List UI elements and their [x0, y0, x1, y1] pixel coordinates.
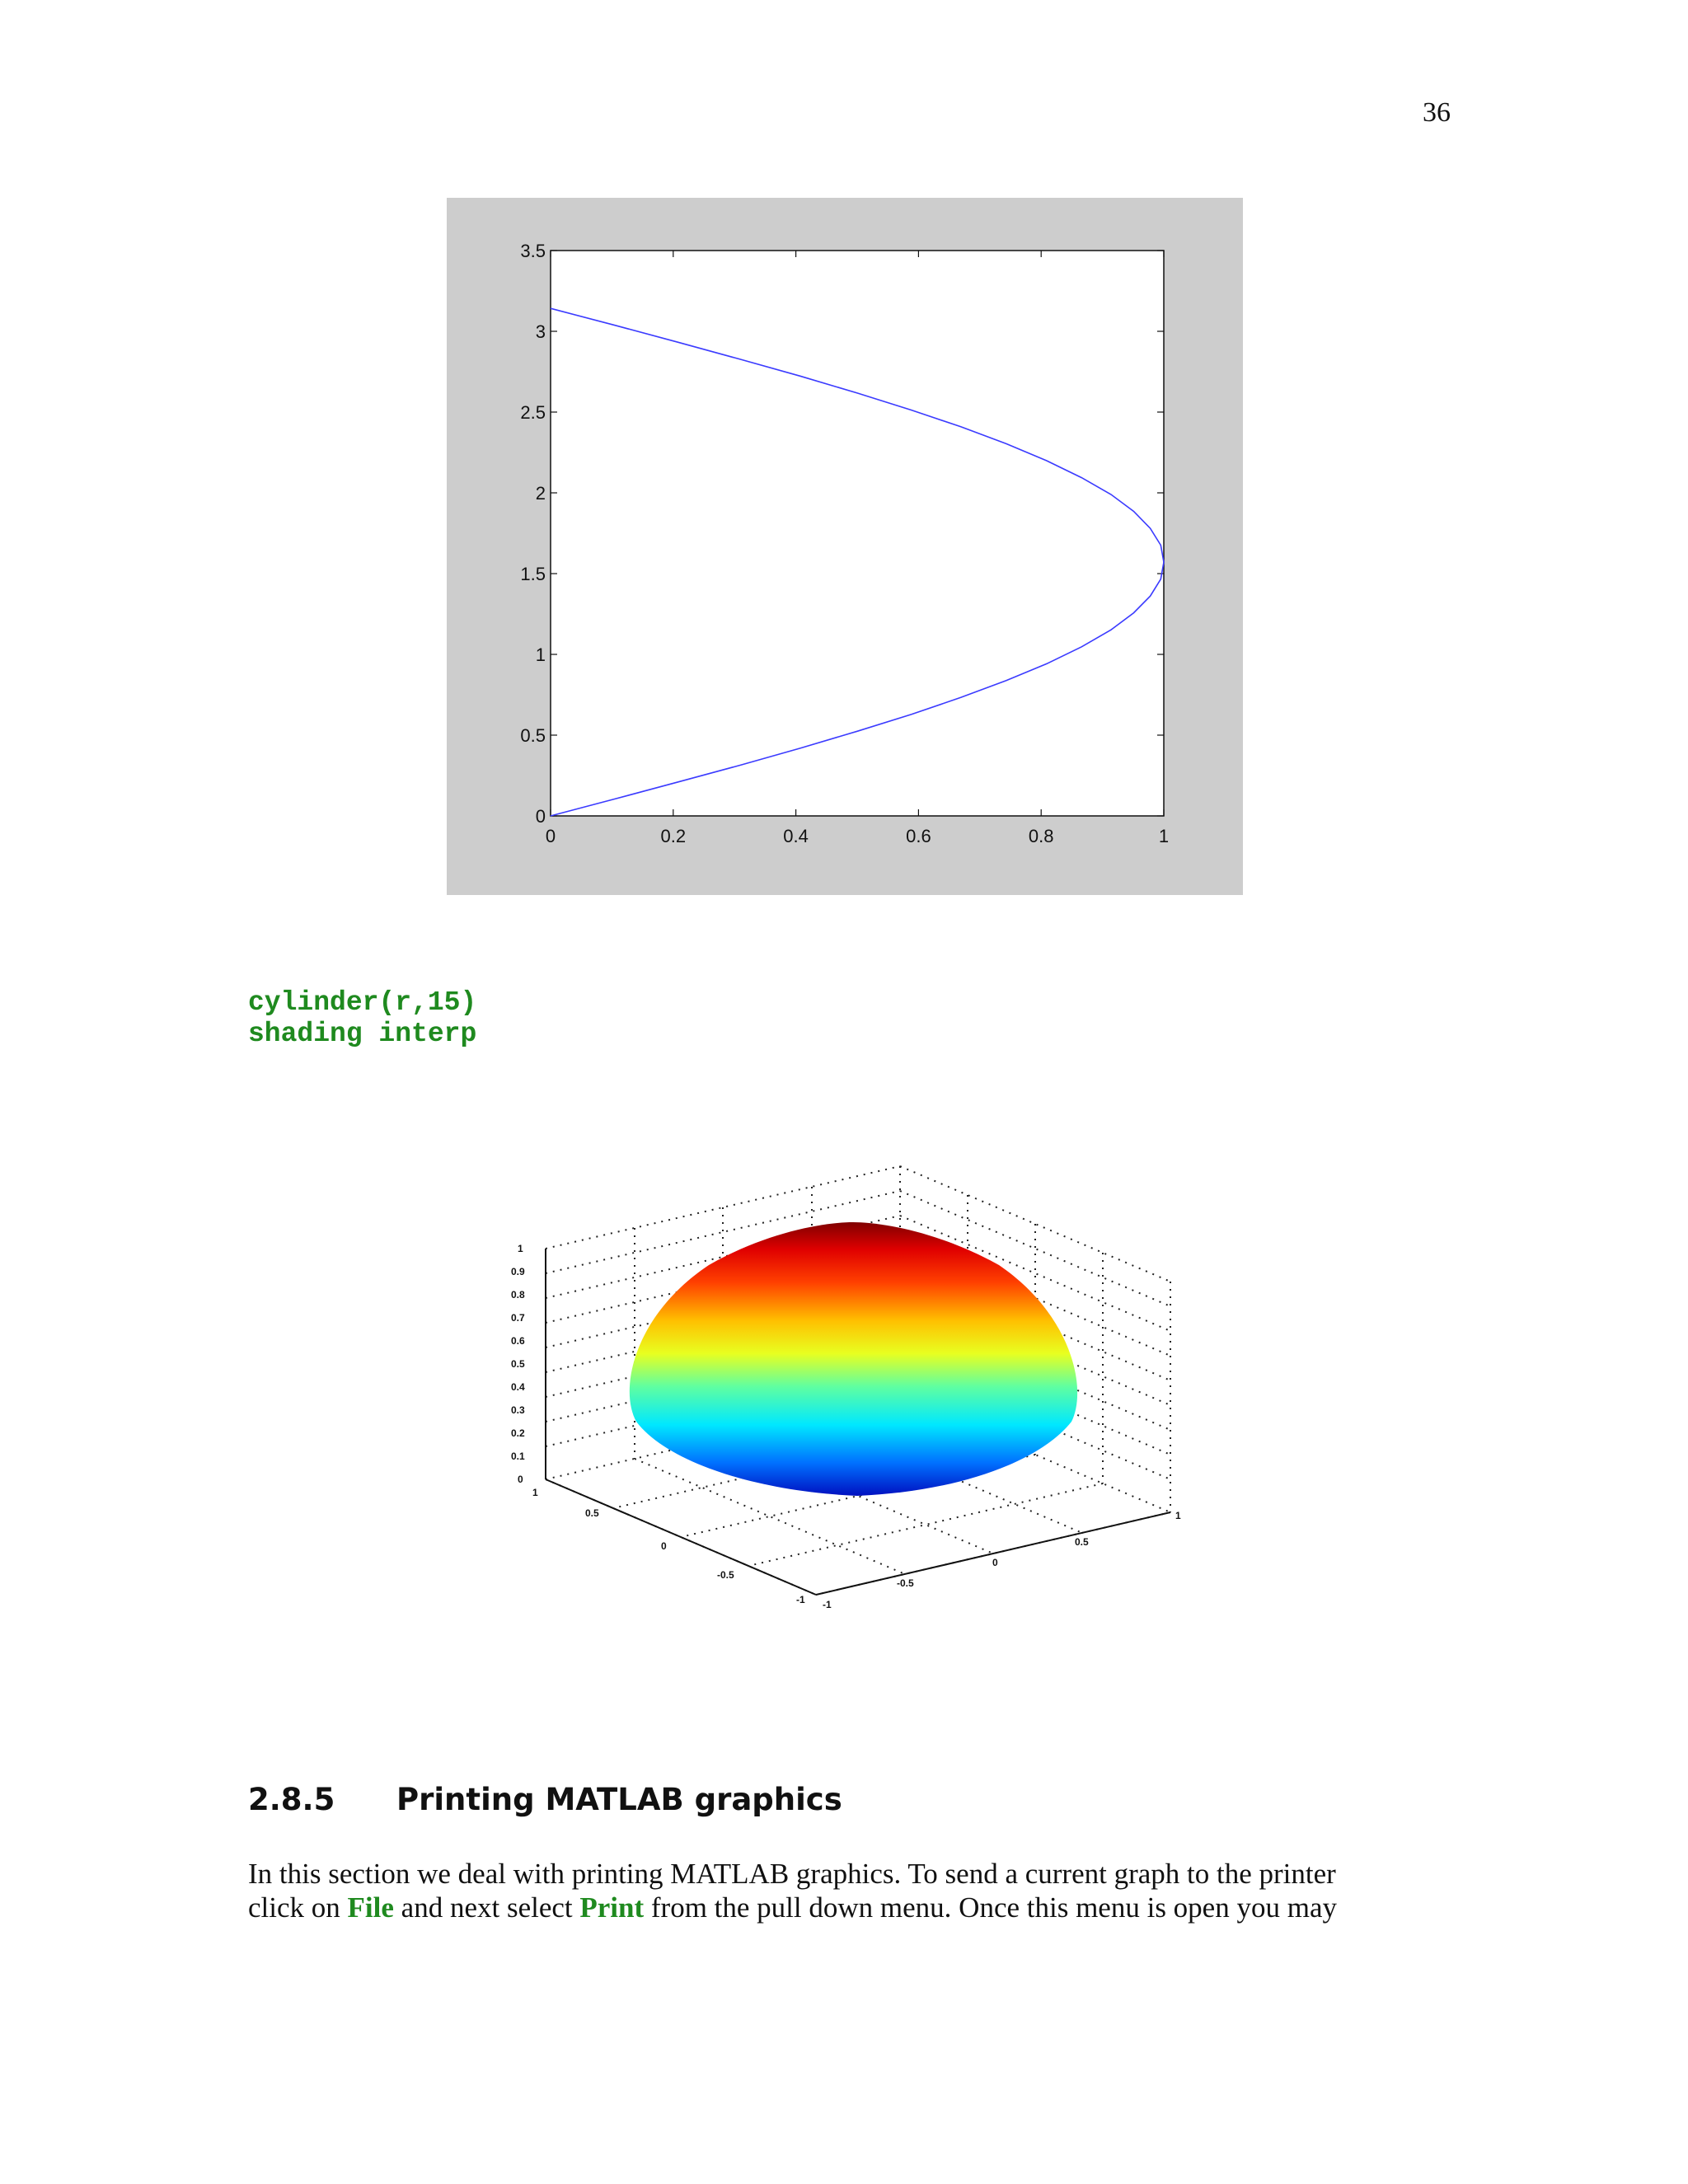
surface-plot-figure [495, 1150, 1203, 1677]
svg-text:0.3: 0.3 [511, 1404, 525, 1416]
svg-text:1: 1 [518, 1243, 523, 1254]
y-tick-label: 0 [535, 806, 546, 827]
code-block [248, 987, 476, 1050]
code-line-shading: shading interp [248, 1019, 477, 1049]
x-tick-labels [532, 1487, 805, 1605]
section-number: 2.8.5 [248, 1782, 335, 1817]
y-tick-label: 2 [535, 483, 546, 504]
svg-text:0: 0 [518, 1474, 523, 1485]
x-tick-label: 0.4 [783, 826, 809, 846]
y-tick-label: 2.5 [520, 402, 546, 423]
page-number: 36 [1423, 97, 1451, 128]
svg-text:0.5: 0.5 [1075, 1536, 1089, 1548]
y-tick-label: 1.5 [520, 564, 546, 584]
x-tick-label: 0.6 [906, 826, 931, 846]
y-tick-label: 0.5 [520, 725, 546, 746]
svg-text:-1: -1 [796, 1594, 805, 1605]
x-tick-label: 0.2 [660, 826, 687, 846]
y-tick-label: 3 [535, 321, 546, 342]
svg-text:0.4: 0.4 [511, 1381, 525, 1393]
svg-text:1: 1 [1175, 1510, 1181, 1521]
x-tick-label: 0 [545, 826, 556, 846]
section-heading [248, 1782, 842, 1817]
surface-plot [495, 1150, 1203, 1677]
svg-text:0.7: 0.7 [511, 1312, 525, 1324]
paragraph [248, 1857, 1451, 1924]
svg-text:0.2: 0.2 [511, 1427, 525, 1439]
z-tick-labels [511, 1243, 525, 1485]
svg-text:0: 0 [992, 1557, 998, 1568]
svg-text:0.5: 0.5 [585, 1507, 599, 1519]
svg-text:-1: -1 [823, 1599, 832, 1610]
line-plot-figure [447, 198, 1243, 895]
menu-file-ref: File [347, 1891, 394, 1924]
x-tick-label: 1 [1158, 826, 1170, 846]
y-tick-label: 3.5 [520, 241, 546, 261]
section-title: Printing MATLAB graphics [396, 1782, 842, 1817]
paragraph-text: click on [248, 1891, 348, 1924]
y-tick-labels [823, 1510, 1181, 1610]
svg-text:0.1: 0.1 [511, 1451, 525, 1462]
svg-text:0.9: 0.9 [511, 1266, 525, 1277]
paragraph-text: from the pull down menu. Once this menu is open you may [644, 1891, 1337, 1924]
y-tick-label: 1 [535, 644, 546, 665]
svg-text:0: 0 [661, 1540, 667, 1552]
paragraph-text: and next select [393, 1891, 580, 1924]
svg-text:0.6: 0.6 [511, 1335, 525, 1347]
code-line-cylinder: cylinder(r,15) [248, 987, 477, 1018]
svg-text:-0.5: -0.5 [717, 1569, 734, 1581]
paragraph-line-2 [248, 1891, 1451, 1924]
svg-text:0.5: 0.5 [511, 1358, 525, 1370]
svg-text:1: 1 [532, 1487, 538, 1498]
paragraph-line-1: In this section we deal with printing MATLAB graphics. To send a current graph to the printer [248, 1858, 1336, 1890]
line-plot [447, 198, 1243, 895]
x-tick-label: 0.8 [1028, 826, 1054, 846]
svg-text:0.8: 0.8 [511, 1289, 525, 1301]
svg-text:-0.5: -0.5 [897, 1577, 914, 1589]
menu-print-ref: Print [579, 1891, 645, 1924]
